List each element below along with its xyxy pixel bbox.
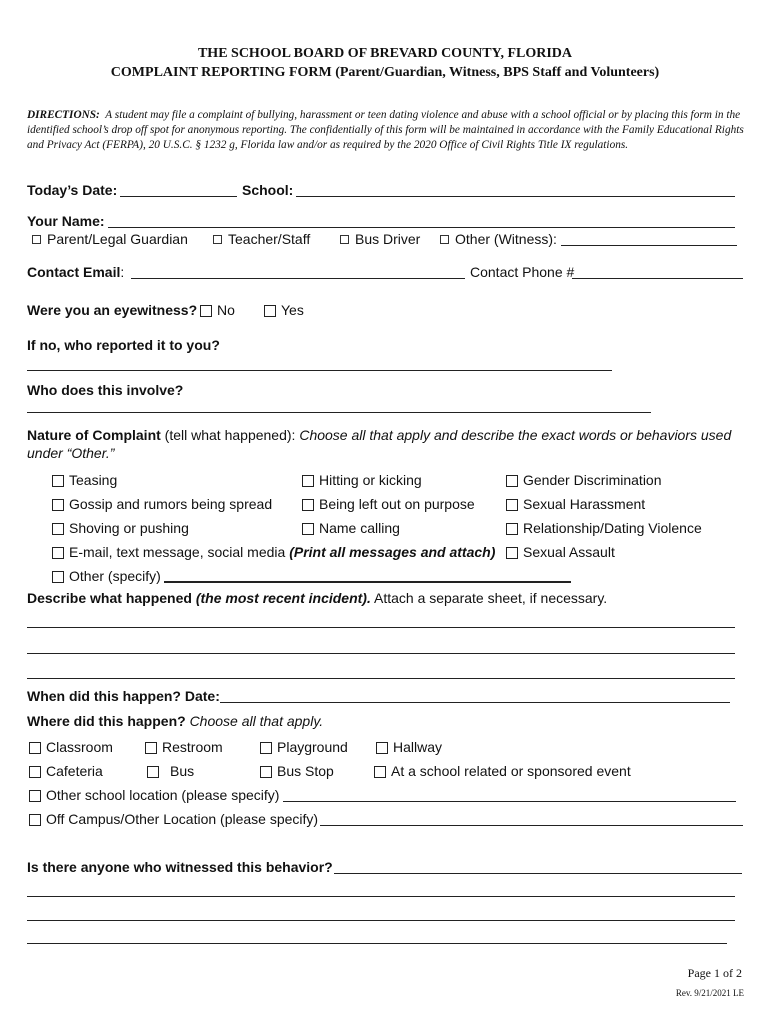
when-label: When did this happen? Date: <box>27 688 220 704</box>
form-title-line2: COMPLAINT REPORTING FORM (Parent/Guardian, Witness, BPS Staff and Volunteers) <box>110 65 660 80</box>
option-gossip[interactable]: Gossip and rumors being spread <box>52 496 272 512</box>
checkbox-icon[interactable] <box>506 475 518 487</box>
checkbox-icon[interactable] <box>376 742 388 754</box>
checkbox-icon[interactable] <box>506 499 518 511</box>
checkbox-icon[interactable] <box>213 235 222 244</box>
where-school-event[interactable]: At a school related or sponsored event <box>374 763 631 779</box>
todays-date-label: Today’s Date: <box>27 182 118 198</box>
your-name-label: Your Name: <box>27 213 105 229</box>
contact-email-label: Contact Email: <box>27 264 125 280</box>
where-classroom[interactable]: Classroom <box>29 739 113 755</box>
eyewitness-label: Were you an eyewitness? <box>27 302 198 318</box>
witness-field[interactable] <box>334 873 742 874</box>
todays-date-field[interactable] <box>120 196 237 197</box>
checkbox-icon[interactable] <box>52 523 64 535</box>
where-bus[interactable]: Bus <box>147 763 194 779</box>
describe-line-3[interactable] <box>27 678 735 679</box>
checkbox-icon[interactable] <box>52 475 64 487</box>
your-name-field[interactable] <box>108 227 735 228</box>
checkbox-icon[interactable] <box>29 766 41 778</box>
where-off-campus[interactable]: Off Campus/Other Location (please specify) <box>29 811 318 827</box>
option-gender[interactable]: Gender Discrimination <box>506 472 662 488</box>
where-restroom[interactable]: Restroom <box>145 739 223 755</box>
revision-label: Rev. 9/21/2021 LE <box>675 988 744 998</box>
witness-line-2[interactable] <box>27 920 735 921</box>
checkbox-icon[interactable] <box>29 790 41 802</box>
where-hallway[interactable]: Hallway <box>376 739 442 755</box>
school-label: School: <box>242 182 294 198</box>
other-specify-field[interactable] <box>164 581 571 583</box>
describe-line-1[interactable] <box>27 627 735 628</box>
option-name-calling[interactable]: Name calling <box>302 520 400 536</box>
other-witness-field[interactable] <box>561 245 737 246</box>
other-school-field[interactable] <box>283 801 736 802</box>
involve-field[interactable] <box>27 412 651 413</box>
form-title-line1: THE SCHOOL BOARD OF BREVARD COUNTY, FLORIDA <box>197 46 573 61</box>
option-left-out[interactable]: Being left out on purpose <box>302 496 475 512</box>
role-bus-driver[interactable]: Bus Driver <box>340 231 420 247</box>
checkbox-icon[interactable] <box>302 523 314 535</box>
directions-label: DIRECTIONS: <box>27 109 100 121</box>
role-parent[interactable]: Parent/Legal Guardian <box>32 231 188 247</box>
option-shoving[interactable]: Shoving or pushing <box>52 520 189 536</box>
witness-line-1[interactable] <box>27 896 735 897</box>
checkbox-icon[interactable] <box>260 742 272 754</box>
checkbox-icon[interactable] <box>52 571 64 583</box>
where-bus-stop[interactable]: Bus Stop <box>260 763 334 779</box>
where-cafeteria[interactable]: Cafeteria <box>29 763 103 779</box>
checkbox-icon[interactable] <box>200 305 212 317</box>
checkbox-icon[interactable] <box>147 766 159 778</box>
checkbox-icon[interactable] <box>506 547 518 559</box>
directions <box>27 108 745 153</box>
checkbox-icon[interactable] <box>506 523 518 535</box>
checkbox-icon[interactable] <box>302 475 314 487</box>
eyewitness-yes[interactable]: Yes <box>264 302 304 318</box>
witness-label: Is there anyone who witnessed this behavior? <box>27 859 333 875</box>
when-date-field[interactable] <box>220 702 730 703</box>
where-label: Where did this happen? Choose all that apply. <box>27 713 324 729</box>
nature-label-line1: Nature of Complaint (tell what happened): Choose all that apply and describe the exact words or behaviors used <box>27 427 732 443</box>
option-hitting[interactable]: Hitting or kicking <box>302 472 422 488</box>
checkbox-icon[interactable] <box>374 766 386 778</box>
option-relationship[interactable]: Relationship/Dating Violence <box>506 520 702 536</box>
eyewitness-no[interactable]: No <box>200 302 235 318</box>
where-playground[interactable]: Playground <box>260 739 348 755</box>
checkbox-icon[interactable] <box>440 235 449 244</box>
checkbox-icon[interactable] <box>29 742 41 754</box>
option-other[interactable]: Other (specify) <box>52 568 161 584</box>
checkbox-icon[interactable] <box>260 766 272 778</box>
option-teasing[interactable]: Teasing <box>52 472 117 488</box>
witness-line-3[interactable] <box>27 943 727 944</box>
checkbox-icon[interactable] <box>32 235 41 244</box>
option-sexual-assault[interactable]: Sexual Assault <box>506 544 615 560</box>
describe-label: Describe what happened (the most recent incident). Attach a separate sheet, if necessary. <box>27 590 608 606</box>
option-email[interactable]: E-mail, text message, social media (Print all messages and attach) <box>52 544 495 560</box>
directions-text: A student may file a complaint of bullying, harassment or teen dating violence and abuse with a school official or by placing this form in the identified school’s drop off spot for anonymous reporting. The confidentially of this form will be maintained in accordance with the Family Educational Rights and Privacy Act (FERPA), 20 U.S.C. § 1232 g, Florida law and/or as required by the 2020 Office of Civil Rights Title IX regulations. <box>27 109 744 151</box>
reported-by-label: If no, who reported it to you? <box>27 337 220 353</box>
role-teacher[interactable]: Teacher/Staff <box>213 231 310 247</box>
checkbox-icon[interactable] <box>264 305 276 317</box>
checkbox-icon[interactable] <box>145 742 157 754</box>
describe-line-2[interactable] <box>27 653 735 654</box>
checkbox-icon[interactable] <box>52 547 64 559</box>
page-number: Page 1 of 2 <box>687 966 742 980</box>
contact-phone-label: Contact Phone # <box>470 264 575 280</box>
contact-phone-field[interactable] <box>572 278 743 279</box>
where-other-school[interactable]: Other school location (please specify) <box>29 787 279 803</box>
checkbox-icon[interactable] <box>340 235 349 244</box>
nature-label-line2: under “Other.” <box>27 445 115 461</box>
checkbox-icon[interactable] <box>52 499 64 511</box>
role-other-witness[interactable]: Other (Witness): <box>440 231 557 247</box>
reported-by-field[interactable] <box>27 370 612 371</box>
off-campus-field[interactable] <box>320 825 743 826</box>
checkbox-icon[interactable] <box>29 814 41 826</box>
checkbox-icon[interactable] <box>302 499 314 511</box>
involve-label: Who does this involve? <box>27 382 184 398</box>
contact-email-field[interactable] <box>131 278 465 279</box>
option-sexual-harassment[interactable]: Sexual Harassment <box>506 496 645 512</box>
school-field[interactable] <box>296 196 735 197</box>
